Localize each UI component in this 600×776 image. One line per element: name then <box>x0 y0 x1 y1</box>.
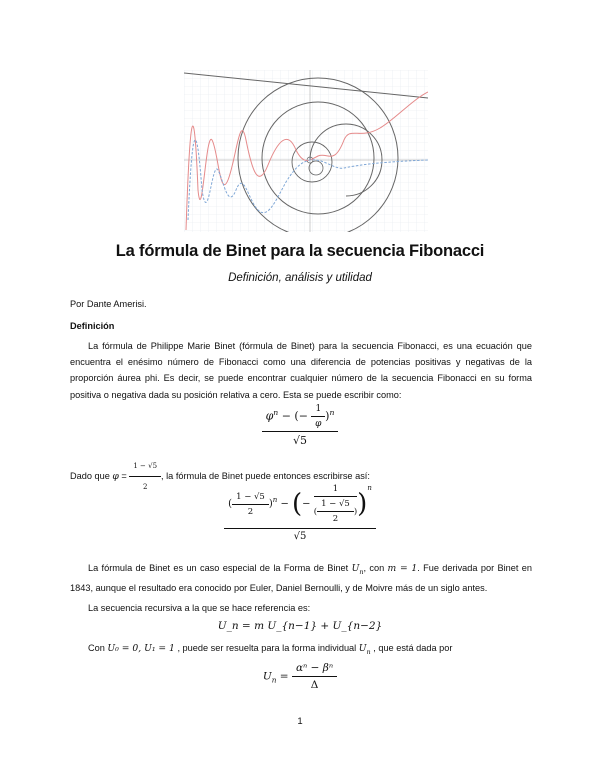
formula-binet-expanded: ( $\frac{1 - √5}{2}$ )$^n$ − (− 1 ( $\frac{1 - √5}{2}$ ) )$^n$ √5 <box>0 484 600 542</box>
document-subtitle: Definición, análisis y utilidad <box>228 272 372 284</box>
paragraph-recursive: La secuencia recursiva a la que se hace referencia es: <box>88 603 311 613</box>
paragraph-intro: La fórmula de Philippe Marie Binet (fórmula de Binet) para la secuencia Fibonacci, es una ecuación que encuentra el enésimo número de Fibonacci como una diferencia de potencias positivas y negativas de la proporción áurea phi. Es decir, se puede encontrar cualquier número de la secuencia Fibonacci en su forma positiva o negativa dada su posición relativa a cero. Esta se puede escribir como: <box>70 341 532 400</box>
paragraph-initial: Con U₀ = 0, U₁ = 1 , puede ser resuelta para la forma individual $U_n$ , que está dada por <box>88 643 453 656</box>
document-title: La fórmula de Binet para la secuencia Fibonacci <box>115 242 485 260</box>
author-line: Por Dante Amerisi. <box>70 299 147 309</box>
formula-un: $U_n$ = $\frac{\text{αⁿ − βⁿ}}{\Delta}$ <box>0 662 600 691</box>
paragraph-phi: Dado que φ = $\frac{1 - √5}{2}$ , la fórmula de Binet puede entonces escribirse así: <box>70 458 532 495</box>
paragraph-binet-form: La fórmula de Binet es un caso especial de la Forma de Binet $U_n$, con m = 1. Fue derivada por Binet en 1843, aunque el resultado era conocido por Euler, Daniel Bernoulli, y de Moivre más de un siglo antes. <box>70 563 532 594</box>
formula-recursive: U_n = m U_{n−1} + U_{n−2} <box>217 620 383 632</box>
page-number: 1 <box>297 716 303 727</box>
section-heading: Definición <box>70 321 115 331</box>
spiral-graph-image <box>184 70 428 232</box>
formula-binet: $\varphi^n$ − (− $\frac{1}{\varphi}$ )$^n$ √5 <box>0 404 600 447</box>
